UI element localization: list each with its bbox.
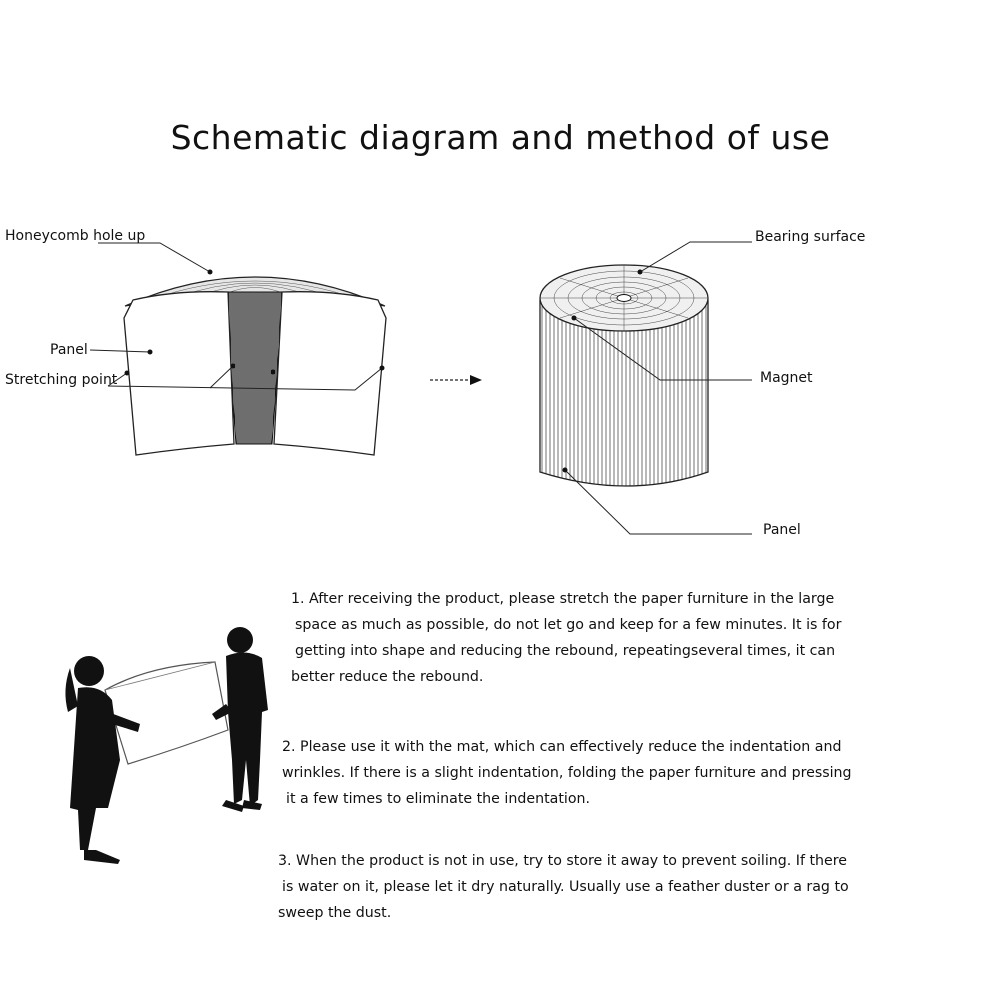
step-line: 1. After receiving the product, please stretch the paper furniture in the large (291, 591, 835, 607)
stretched-furniture-drawing (90, 243, 386, 455)
step-line: getting into shape and reducing the rebound, repeatingseveral times, it can (295, 643, 836, 659)
label-stretching-point: Stretching point (5, 372, 118, 388)
step-line: is water on it, please let it dry naturally. Usually use a feather duster or a rag to (282, 879, 849, 895)
step-line: space as much as possible, do not let go and keep for a few minutes. It is for (295, 617, 842, 633)
instruction-step-1 (291, 586, 891, 690)
instruction-step-3 (278, 848, 878, 926)
label-panel-left: Panel (50, 342, 88, 358)
label-magnet: Magnet (760, 370, 813, 386)
stool-drawing (540, 242, 752, 534)
step-line: wrinkles. If there is a slight indentation, folding the paper furniture and pressing (282, 765, 852, 781)
page-title: Schematic diagram and method of use (170, 118, 831, 157)
step-line: it a few times to eliminate the indentation. (286, 791, 591, 807)
step-line: 2. Please use it with the mat, which can effectively reduce the indentation and (282, 739, 842, 755)
label-bearing-surface: Bearing surface (755, 229, 866, 245)
instruction-step-2 (282, 734, 882, 812)
people-stretching-illustration (65, 627, 268, 864)
left-panel (124, 292, 234, 455)
transform-arrow (430, 375, 482, 385)
label-panel-right: Panel (763, 522, 801, 538)
step-line: better reduce the rebound. (291, 669, 484, 685)
step-line: sweep the dust. (278, 905, 392, 921)
label-honeycomb: Honeycomb hole up (5, 228, 146, 244)
right-panel (274, 292, 386, 455)
step-line: 3. When the product is not in use, try to store it away to prevent soiling. If there (278, 853, 848, 869)
